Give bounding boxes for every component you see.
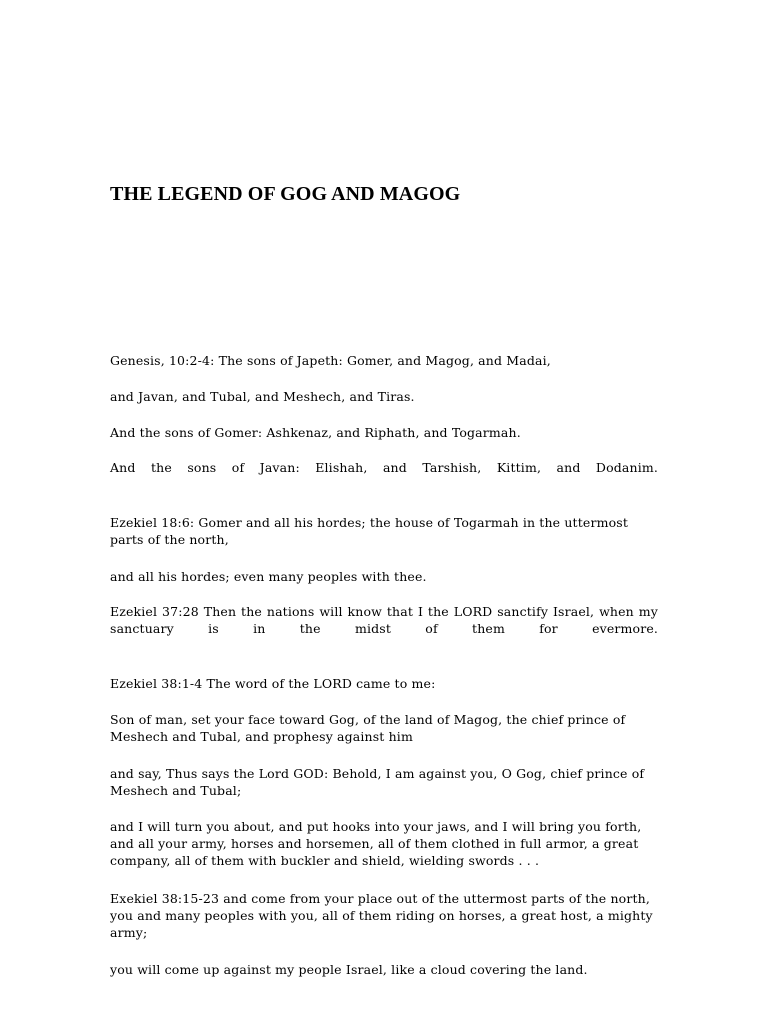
paragraph-genesis-10: Genesis, 10:2-4: The sons of Japeth: Gomer, and Magog, and Madai, — [110, 353, 551, 368]
paragraph-ezekiel-38-1: Ezekiel 38:1-4 The word of the LORD came to me: — [110, 676, 436, 691]
paragraph-sons-of-javan: And the sons of Javan: Elishah, and Tarshish, Kittim, and Dodanim. — [110, 460, 658, 475]
paragraph-cloud-covering: you will come up against my people Israel, like a cloud covering the land. — [110, 962, 588, 977]
paragraph-hooks-into-jaws: and I will turn you about, and put hooks into your jaws, and I will bring you forth, and all your army, horses and horsemen, all of them clothed in full armor, a great company, all of them with buckler and shield, wielding swords . . . — [110, 819, 642, 868]
paragraph-ezekiel-37-28: Ezekiel 37:28 Then the nations will know that I the LORD sanctify Israel, when my sanctuary is in the midst of them for evermore. — [110, 604, 658, 636]
paragraph-ezekiel-18-6: Ezekiel 18:6: Gomer and all his hordes; the house of Togarmah in the uttermost parts of the north, — [110, 515, 628, 547]
paragraph-son-of-man: Son of man, set your face toward Gog, of the land of Magog, the chief prince of Meshech and Tubal, and prophesy against him — [110, 712, 626, 744]
paragraph-sons-of-gomer: And the sons of Gomer: Ashkenaz, and Riphath, and Togarmah. — [110, 425, 521, 440]
paragraph-javan-tubal: and Javan, and Tubal, and Meshech, and Tiras. — [110, 389, 415, 404]
document-title: THE LEGEND OF GOG AND MAGOG — [110, 183, 461, 205]
paragraph-ezekiel-38-15: Exekiel 38:15-23 and come from your place out of the uttermost parts of the north, you and many peoples with you, all of them riding on horses, a great host, a mighty army; — [110, 891, 653, 940]
paragraph-thus-says: and say, Thus says the Lord GOD: Behold, I am against you, O Gog, chief prince of Meshech and Tubal; — [110, 766, 645, 798]
paragraph-all-his-hordes: and all his hordes; even many peoples with thee. — [110, 569, 427, 584]
